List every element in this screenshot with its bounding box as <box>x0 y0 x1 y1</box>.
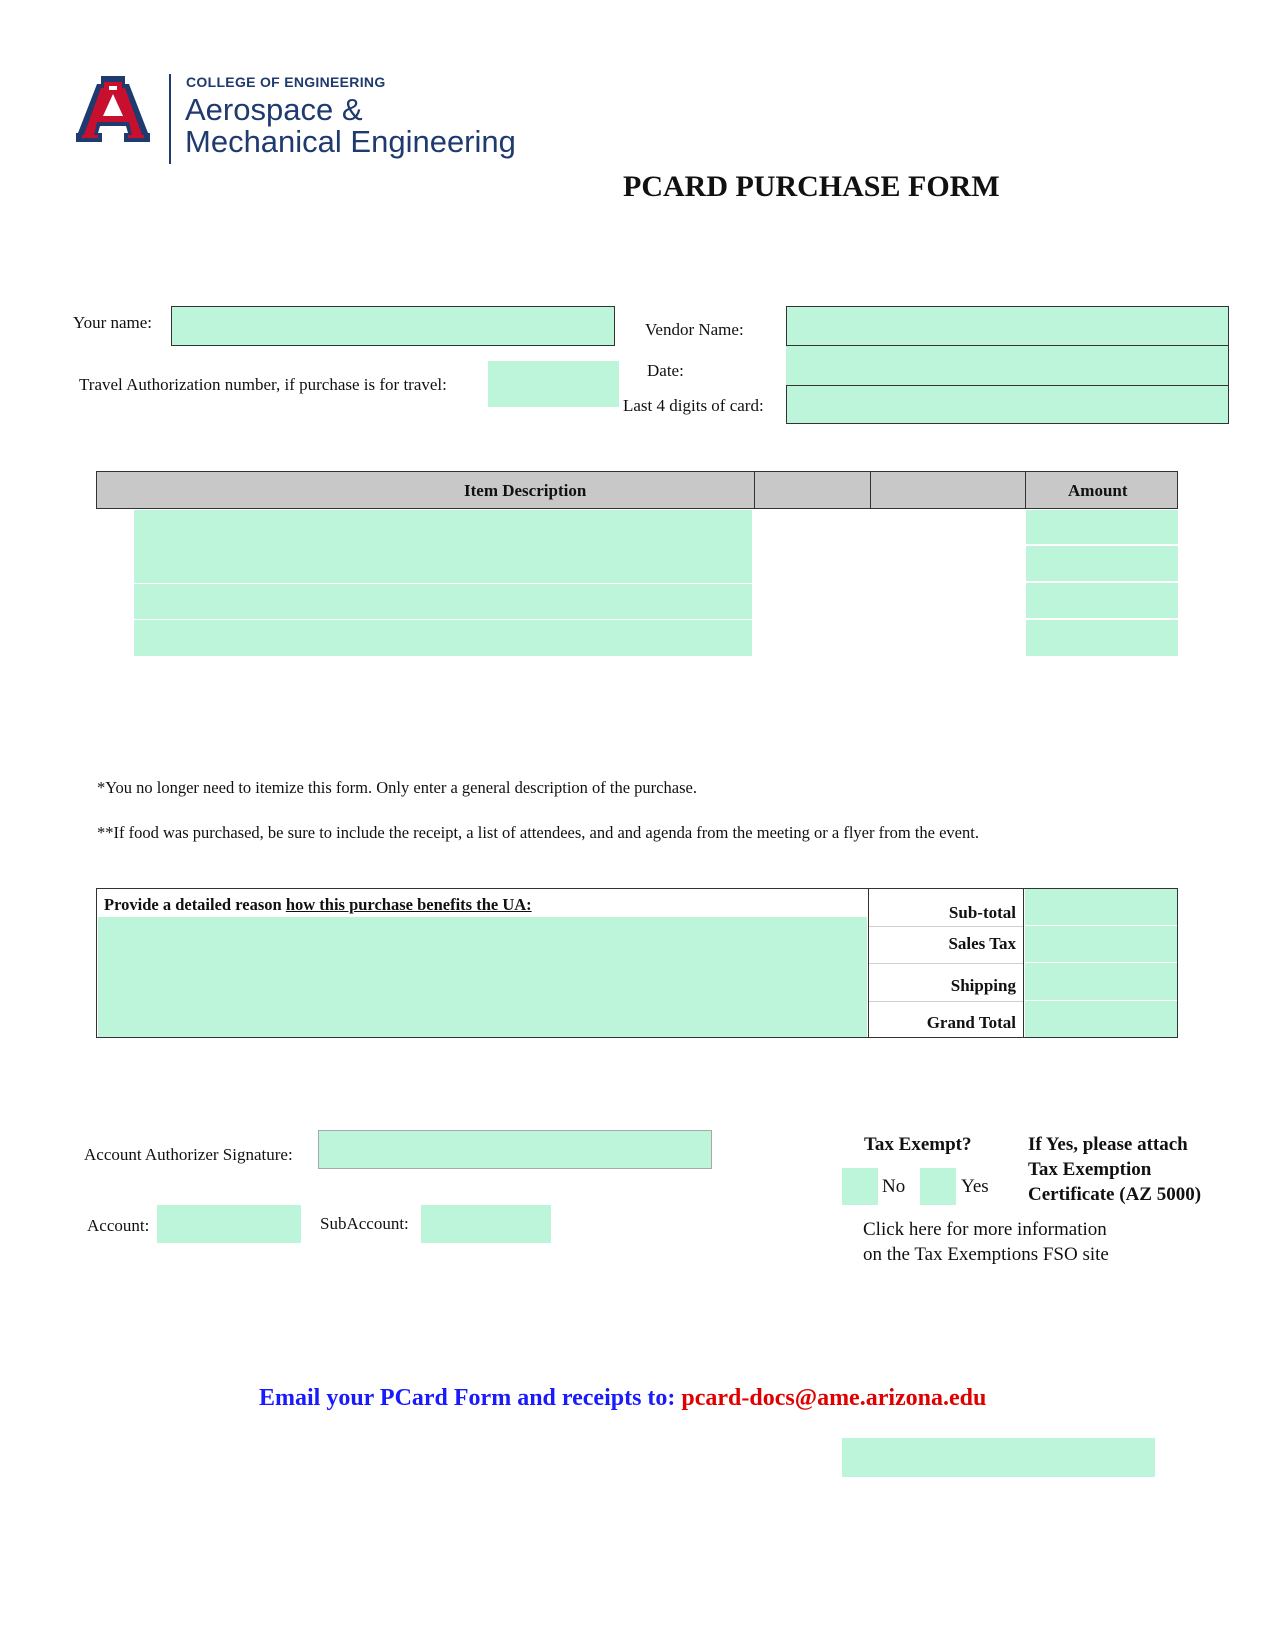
account-label: Account: <box>87 1216 150 1235</box>
shipping-label: Shipping <box>950 976 1016 995</box>
tax-info-link-line1[interactable]: Click here for more information <box>863 1219 1107 1240</box>
totals-separator-1 <box>869 926 1023 927</box>
your-name-label: Your name: <box>73 313 153 332</box>
authorizer-signature-field[interactable] <box>318 1130 712 1169</box>
date-label: Date: <box>647 361 684 380</box>
amount-field-4[interactable] <box>1026 620 1178 656</box>
amount-field-1[interactable] <box>1026 510 1178 544</box>
vendor-name-field[interactable] <box>786 306 1229 346</box>
item-description-field-3[interactable] <box>134 620 752 656</box>
item-description-header: Item Description <box>464 481 587 500</box>
item-description-field-1[interactable] <box>134 510 752 583</box>
logo-divider <box>169 74 171 164</box>
tax-exempt-question: Tax Exempt? <box>864 1134 972 1155</box>
your-name-field[interactable] <box>171 306 615 346</box>
grand-total-label: Grand Total <box>926 1013 1016 1032</box>
account-field[interactable] <box>157 1205 301 1243</box>
bottom-field[interactable] <box>842 1438 1155 1477</box>
attach-note-line3: Certificate (AZ 5000) <box>1028 1184 1202 1205</box>
sales-tax-field[interactable] <box>1025 926 1177 962</box>
amount-field-3[interactable] <box>1026 583 1178 618</box>
food-note: **If food was purchased, be sure to include the receipt, a list of attendees, and and agenda from the meeting or a flyer from the event. <box>97 823 979 842</box>
vendor-name-label: Vendor Name: <box>645 320 744 339</box>
authorizer-signature-label: Account Authorizer Signature: <box>84 1145 293 1164</box>
reason-label: Provide a detailed reason how this purchase benefits the UA: <box>104 895 532 914</box>
dept-name-line1: Aerospace & <box>185 92 363 127</box>
subtotal-label: Sub-total <box>948 903 1016 922</box>
date-field[interactable] <box>786 346 1229 385</box>
totals-divider-right <box>1023 888 1024 1038</box>
card-digits-label: Last 4 digits of card: <box>623 396 764 415</box>
college-name: COLLEGE OF ENGINEERING <box>186 74 386 90</box>
attach-note-line1: If Yes, please attach <box>1028 1134 1188 1155</box>
tax-exempt-no-label: No <box>882 1176 906 1197</box>
sales-tax-label: Sales Tax <box>948 934 1016 953</box>
dept-name-line2: Mechanical Engineering <box>185 124 516 159</box>
subtotal-field[interactable] <box>1025 889 1177 925</box>
tax-exempt-no-checkbox[interactable] <box>842 1168 878 1205</box>
attach-note-line2: Tax Exemption <box>1028 1159 1152 1180</box>
travel-auth-field[interactable] <box>488 361 619 407</box>
tax-info-link-line2[interactable]: on the Tax Exemptions FSO site <box>863 1244 1109 1265</box>
tax-exempt-yes-checkbox[interactable] <box>920 1168 956 1205</box>
itemize-note: *You no longer need to itemize this form. Only enter a general description of the purchase. <box>97 778 697 797</box>
item-description-field-2[interactable] <box>134 584 752 619</box>
shipping-field[interactable] <box>1025 963 1177 1000</box>
grand-total-field[interactable] <box>1025 1001 1177 1037</box>
card-digits-field[interactable] <box>786 385 1229 424</box>
items-table-header <box>96 471 1178 509</box>
travel-auth-label: Travel Authorization number, if purchase is for travel: <box>79 375 447 394</box>
university-logo <box>76 76 150 142</box>
email-instructions: Email your PCard Form and receipts to: pcard-docs@ame.arizona.edu <box>259 1385 987 1411</box>
email-address-link[interactable]: pcard-docs@ame.arizona.edu <box>681 1385 987 1411</box>
reason-field[interactable] <box>98 917 867 1037</box>
subaccount-field[interactable] <box>421 1205 551 1243</box>
amount-field-2[interactable] <box>1026 546 1178 581</box>
tax-exempt-yes-label: Yes <box>961 1176 989 1197</box>
subaccount-label: SubAccount: <box>320 1214 409 1233</box>
form-title: PCARD PURCHASE FORM <box>623 170 1000 203</box>
amount-header: Amount <box>1068 481 1128 500</box>
totals-separator-3 <box>869 1001 1023 1002</box>
totals-separator-2 <box>869 963 1023 964</box>
